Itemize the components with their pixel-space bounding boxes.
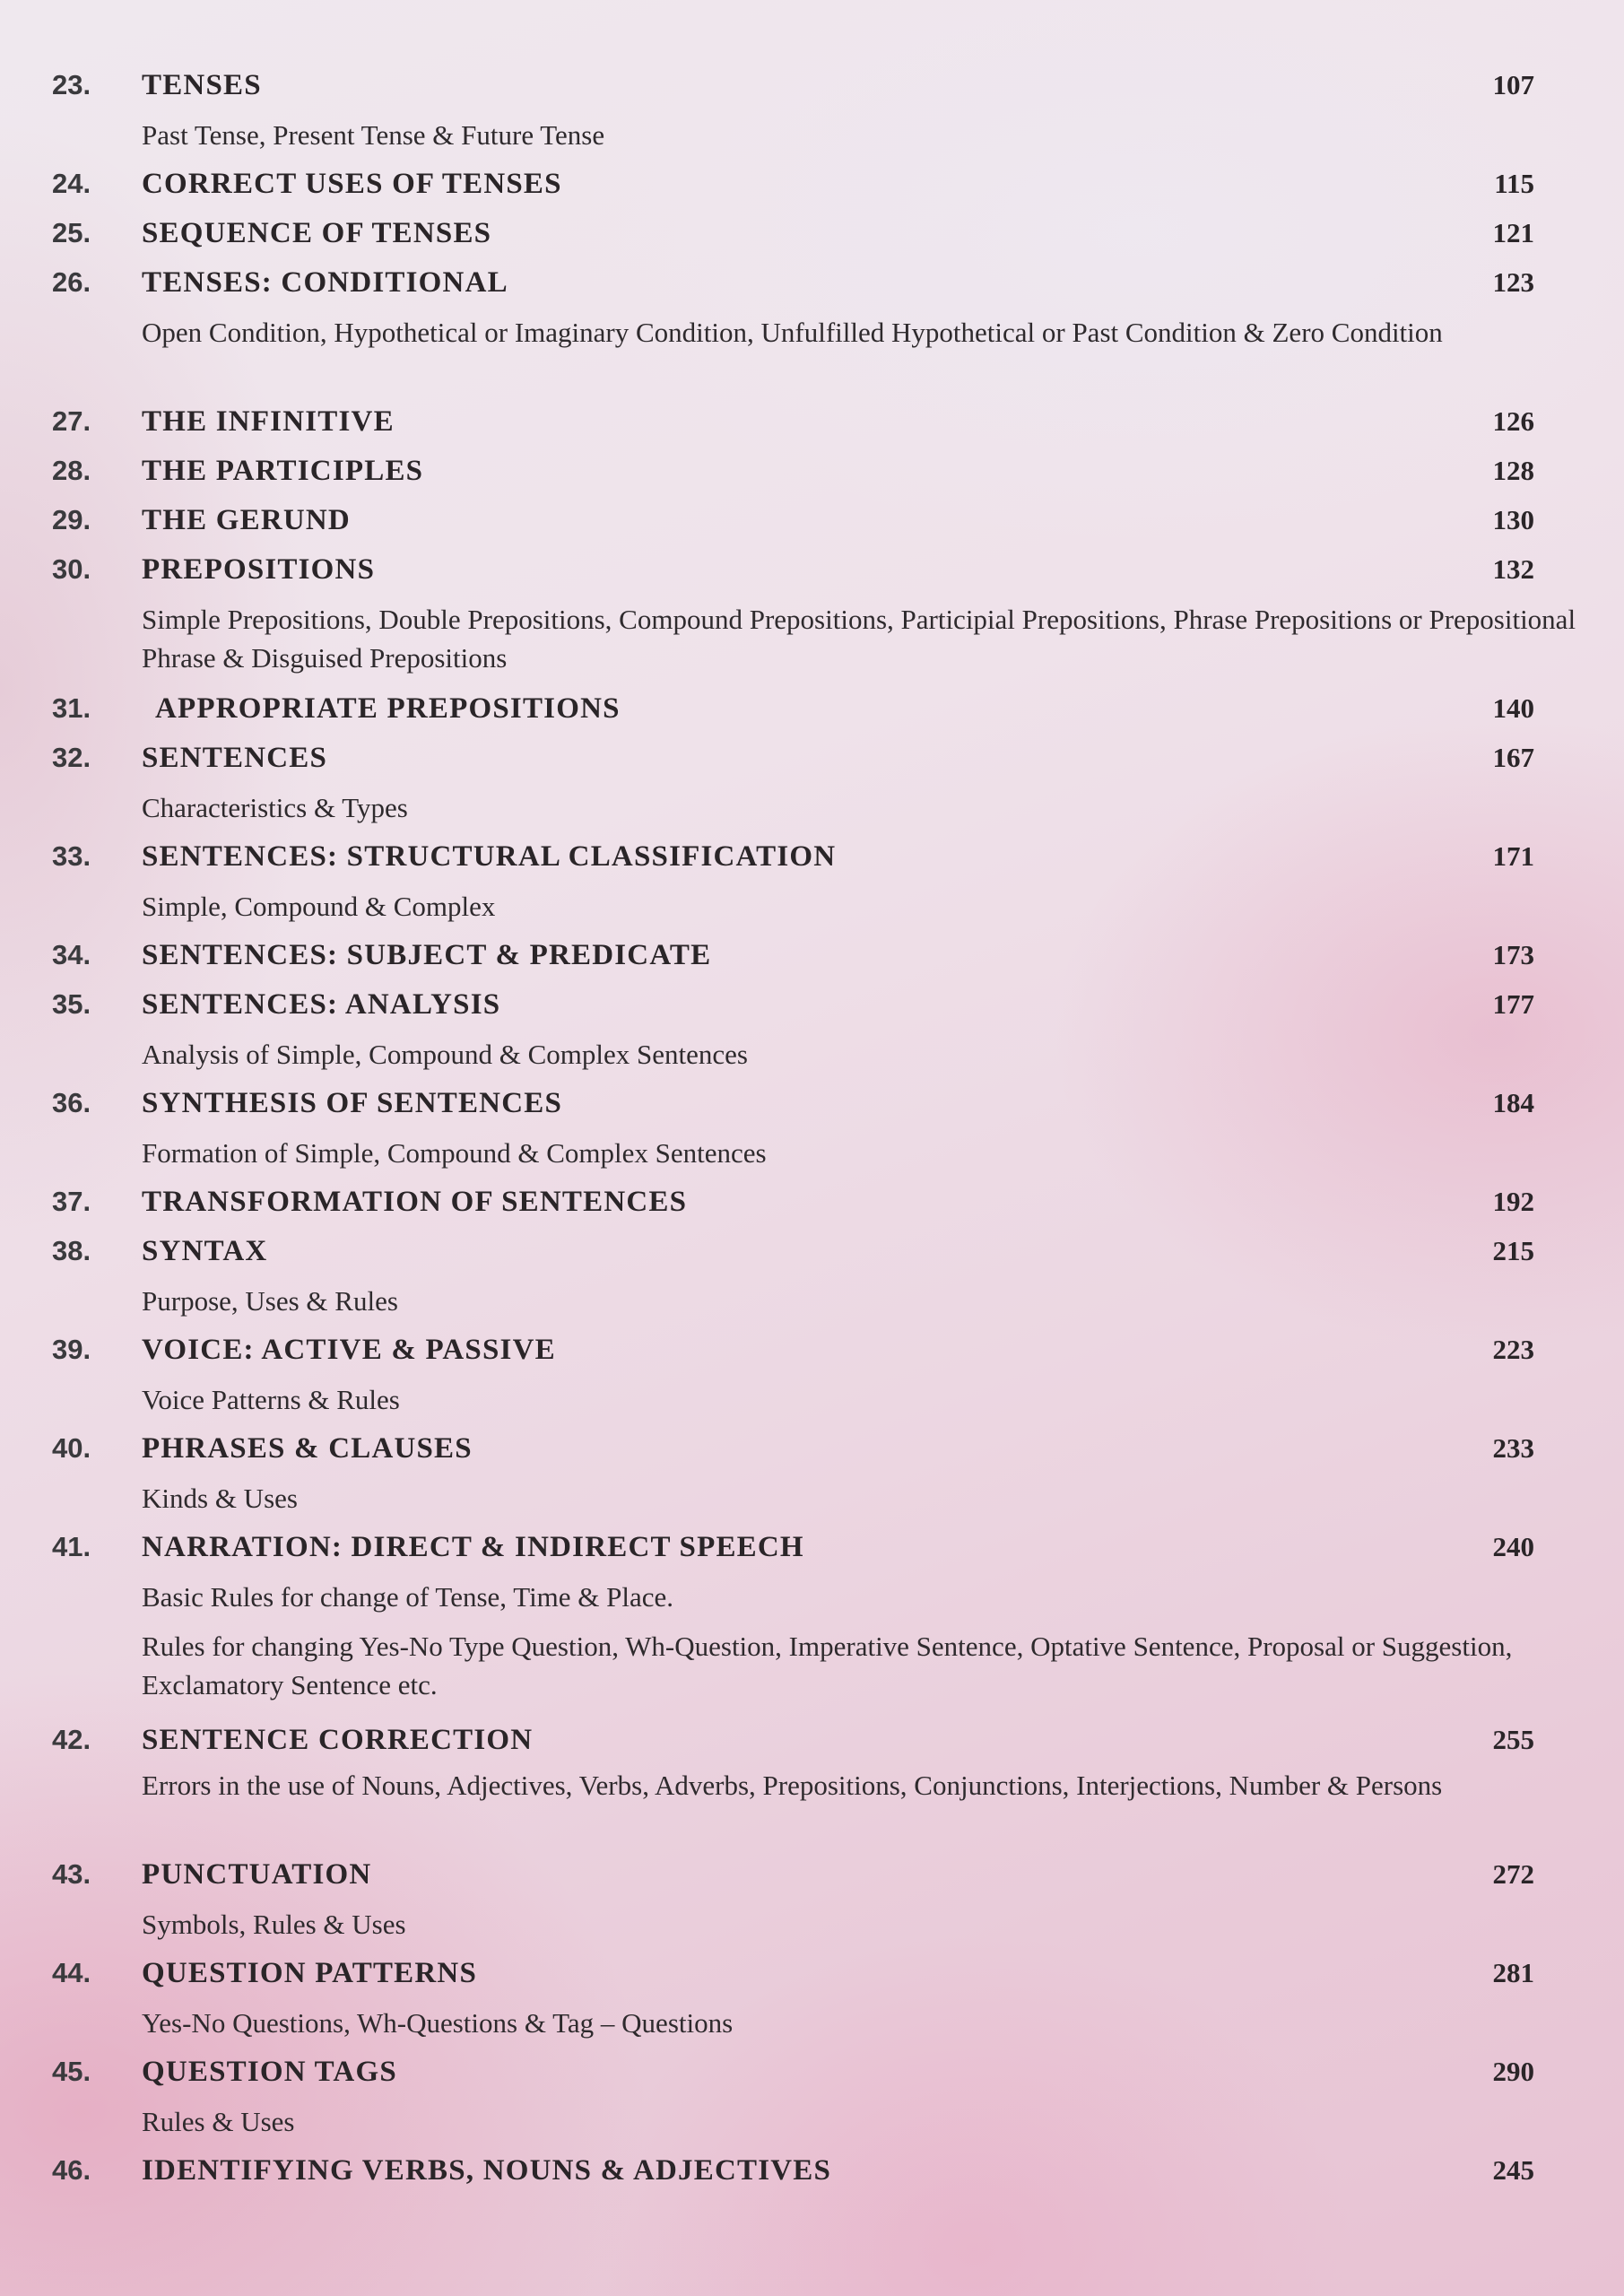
entry-subtopics: Basic Rules for change of Tense, Time & Place.: [142, 1581, 674, 1613]
entry-page-number: 255: [1492, 1724, 1534, 1755]
entry-subtopics: Simple Prepositions, Double Prepositions, Compound Prepositions, Participial Prepositions, Phrase Prepositions or Prepositional Phrase & Disguised Prepositions: [142, 604, 1576, 674]
entry-number: 34.: [52, 939, 91, 970]
entry-title: QUESTION TAGS: [142, 2056, 397, 2088]
entry-number: 42.: [52, 1724, 91, 1755]
entry-subtopics: Characteristics & Types: [142, 792, 408, 823]
entry-number: 30.: [52, 553, 91, 585]
entry-title: PUNCTUATION: [142, 1858, 372, 1891]
entry-page-number: 173: [1492, 939, 1534, 970]
toc-entry: [0, 987, 1624, 1022]
entry-subtopics: Voice Patterns & Rules: [142, 1384, 400, 1415]
toc-entry: [0, 1184, 1624, 1220]
entry-number: 26.: [52, 266, 91, 298]
entry-subtopics: Open Condition, Hypothetical or Imaginary Condition, Unfulfilled Hypothetical or Past Condition & Zero Condition: [142, 317, 1443, 348]
entry-number: 24.: [52, 168, 91, 199]
entry-title: VOICE: ACTIVE & PASSIVE: [142, 1334, 556, 1366]
entry-title: THE GERUND: [142, 504, 351, 536]
toc-entry: [0, 552, 1624, 587]
entry-number: 36.: [52, 1087, 91, 1118]
entry-subtopics: Symbols, Rules & Uses: [142, 1909, 406, 1940]
entry-page-number: 192: [1492, 1186, 1534, 1217]
entry-page-number: 281: [1492, 1957, 1534, 1988]
entry-number: 25.: [52, 217, 91, 248]
entry-page-number: 107: [1492, 69, 1534, 100]
toc-entry: [0, 453, 1624, 489]
entry-subtopics: Errors in the use of Nouns, Adjectives, Verbs, Adverbs, Prepositions, Conjunctions, Interjections, Number & Persons: [142, 1770, 1443, 1801]
entry-subtopics: Rules for changing Yes-No Type Question, Wh-Question, Imperative Sentence, Optative Sentence, Proposal or Suggestion, Exclamatory Sentence etc.: [142, 1631, 1513, 1700]
entry-number: 29.: [52, 504, 91, 535]
entry-page-number: 115: [1494, 168, 1534, 199]
entry-page-number: 132: [1492, 553, 1534, 585]
entry-number: 43.: [52, 1858, 91, 1890]
entry-page-number: 290: [1492, 2056, 1534, 2087]
entry-title: PHRASES & CLAUSES: [142, 1432, 473, 1465]
entry-title: SENTENCES: SUBJECT & PREDICATE: [142, 939, 712, 971]
entry-page-number: 245: [1492, 2154, 1534, 2186]
entry-number: 41.: [52, 1531, 91, 1562]
entry-page-number: 126: [1492, 405, 1534, 437]
entry-subtopics: Yes-No Questions, Wh-Questions & Tag – Questions: [142, 2007, 734, 2039]
entry-title: THE INFINITIVE: [142, 405, 395, 438]
toc-entry: [0, 1332, 1624, 1368]
toc-entry: [0, 265, 1624, 300]
toc-entry: [0, 740, 1624, 776]
entry-number: 32.: [52, 742, 91, 773]
entry-page-number: 130: [1492, 504, 1534, 535]
entry-title: SYNTAX: [142, 1235, 268, 1267]
entry-subtopics: Rules & Uses: [142, 2106, 295, 2137]
toc-entry: [0, 166, 1624, 202]
entry-title: APPROPRIATE PREPOSITIONS: [155, 692, 621, 725]
entry-title: SEQUENCE OF TENSES: [142, 217, 492, 249]
entry-title: IDENTIFYING VERBS, NOUNS & ADJECTIVES: [142, 2154, 832, 2187]
entry-page-number: 215: [1492, 1235, 1534, 1266]
entry-title: SYNTHESIS OF SENTENCES: [142, 1087, 562, 1119]
entry-number: 40.: [52, 1432, 91, 1464]
toc-entry: [0, 1955, 1624, 1991]
entry-page-number: 223: [1492, 1334, 1534, 1365]
toc-entry: [0, 502, 1624, 538]
entry-title: SENTENCES: [142, 742, 328, 774]
toc-entry: [0, 2054, 1624, 2090]
entry-number: 28.: [52, 455, 91, 486]
entry-title: SENTENCE CORRECTION: [142, 1724, 534, 1756]
entry-title: SENTENCES: ANALYSIS: [142, 988, 501, 1021]
entry-subtopics: Kinds & Uses: [142, 1483, 298, 1514]
entry-subtopics: Formation of Simple, Compound & Complex Sentences: [142, 1137, 767, 1169]
entry-number: 37.: [52, 1186, 91, 1217]
toc-entry: [0, 937, 1624, 973]
entry-page-number: 240: [1492, 1531, 1534, 1562]
entry-page-number: 121: [1492, 217, 1534, 248]
toc-entry: [0, 215, 1624, 251]
entry-title: TENSES: [142, 69, 262, 101]
entry-title: PREPOSITIONS: [142, 553, 376, 586]
toc-entry: [0, 1431, 1624, 1466]
entry-title: SENTENCES: STRUCTURAL CLASSIFICATION: [142, 840, 837, 873]
entry-number: 44.: [52, 1957, 91, 1988]
entry-page-number: 272: [1492, 1858, 1534, 1890]
entry-number: 35.: [52, 988, 91, 1020]
toc-entry: [0, 1722, 1624, 1758]
entry-page-number: 171: [1492, 840, 1534, 872]
toc-entry: [0, 1857, 1624, 1892]
entry-number: 46.: [52, 2154, 91, 2186]
entry-page-number: 128: [1492, 455, 1534, 486]
entry-title: NARRATION: DIRECT & INDIRECT SPEECH: [142, 1531, 804, 1563]
entry-subtopics: Analysis of Simple, Compound & Complex Sentences: [142, 1039, 748, 1070]
toc-entry: [0, 67, 1624, 103]
toc-entry: [0, 404, 1624, 439]
entry-number: 33.: [52, 840, 91, 872]
entry-title: TRANSFORMATION OF SENTENCES: [142, 1186, 688, 1218]
entry-number: 45.: [52, 2056, 91, 2087]
entry-number: 27.: [52, 405, 91, 437]
toc-entry: [0, 1085, 1624, 1121]
entry-title: CORRECT USES OF TENSES: [142, 168, 562, 200]
entry-subtopics: Purpose, Uses & Rules: [142, 1285, 398, 1317]
toc-entry: [0, 1529, 1624, 1565]
entry-number: 39.: [52, 1334, 91, 1365]
entry-title: THE PARTICIPLES: [142, 455, 424, 487]
toc-entry: [0, 2152, 1624, 2188]
entry-page-number: 233: [1492, 1432, 1534, 1464]
entry-page-number: 177: [1492, 988, 1534, 1020]
entry-title: TENSES: CONDITIONAL: [142, 266, 508, 299]
entry-number: 23.: [52, 69, 91, 100]
entry-page-number: 184: [1492, 1087, 1534, 1118]
entry-number: 31.: [52, 692, 91, 724]
toc-entry: [0, 1233, 1624, 1269]
toc-entry: [0, 691, 1624, 726]
entry-subtopics: Past Tense, Present Tense & Future Tense: [142, 119, 605, 151]
entry-title: QUESTION PATTERNS: [142, 1957, 478, 1989]
entry-page-number: 167: [1492, 742, 1534, 773]
entry-number: 38.: [52, 1235, 91, 1266]
entry-subtopics: Simple, Compound & Complex: [142, 891, 496, 922]
toc-entry: [0, 839, 1624, 874]
entry-page-number: 140: [1492, 692, 1534, 724]
entry-page-number: 123: [1492, 266, 1534, 298]
